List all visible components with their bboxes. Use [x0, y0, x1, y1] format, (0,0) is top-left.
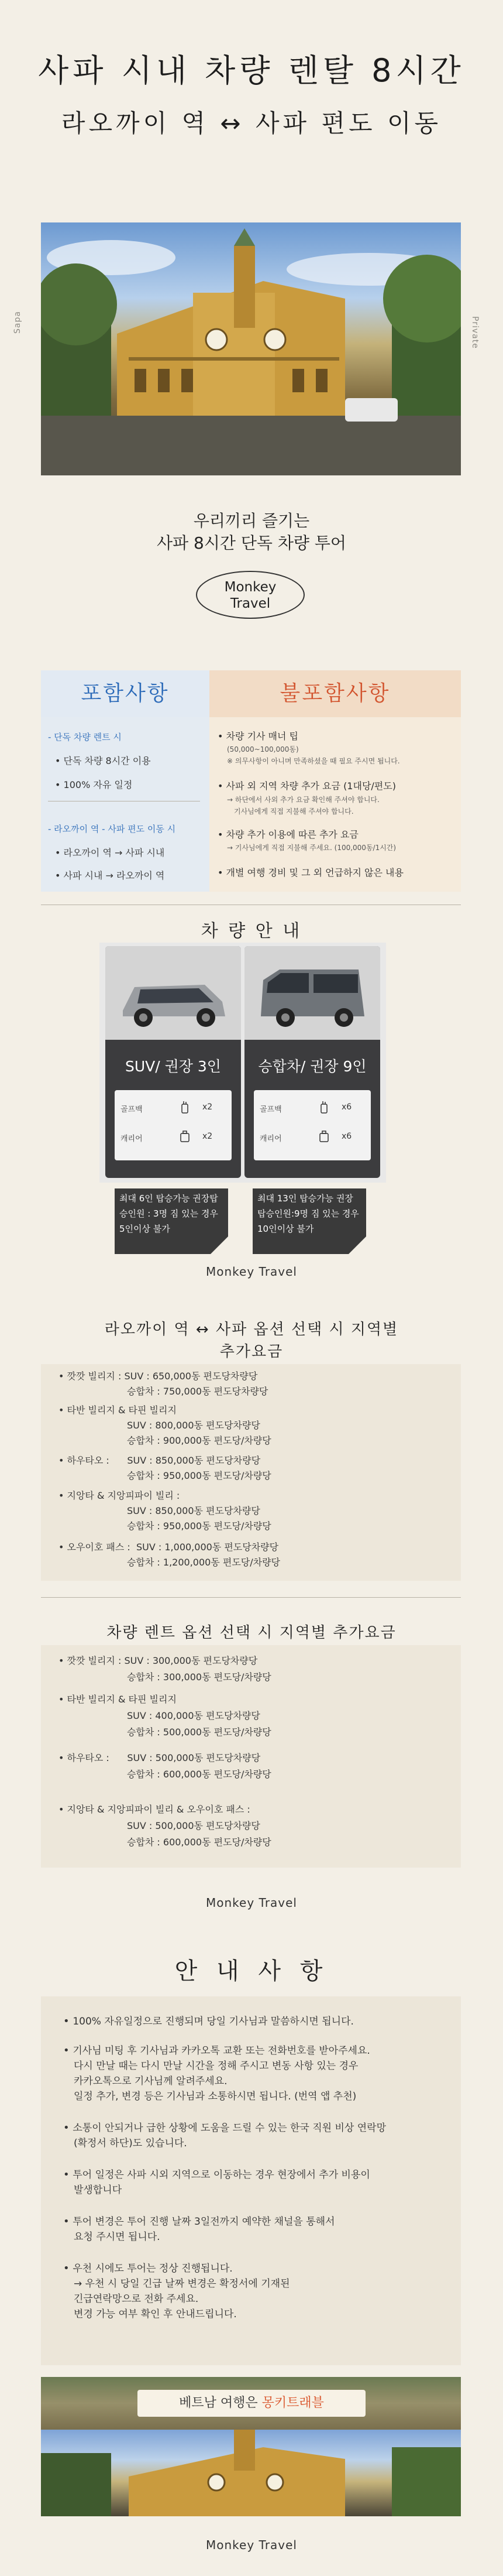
- fee-line: 승합차 : 1,200,000동 편도당/차량당: [58, 1557, 281, 1568]
- excluded-note: → 기사님에게 직접 지불해 주세요. (100,000동/1시간): [227, 844, 397, 852]
- fee-line: • 하우타오 : SUV : 500,000동 편도당차량당: [58, 1752, 261, 1763]
- tagline-line1: 우리끼리 즐기는: [193, 511, 310, 530]
- fee-line: 승합차 : 950,000동 편도당/차량당: [58, 1470, 271, 1481]
- fee-line: 승합차 : 300,000동 편도당/차량당: [58, 1671, 271, 1683]
- guide-item: • 투어 변경은 투어 진행 날짜 3일전까지 예약한 채널을 통해서 요청 주시면 됩니다.: [63, 2215, 335, 2243]
- guide-item: • 우천 시에도 투어는 정상 진행됩니다. → 우천 시 당일 긴급 날짜 변경은 확정서에 기재된 긴급연락망으로 전화 주세요. 변경 가능 여부 확인 후 안내드립니다.: [63, 2262, 290, 2320]
- carrier-label: 캐리어: [260, 1135, 282, 1143]
- excluded-note: 기사님에게 직접 지불해 주셔야 합니다.: [234, 807, 354, 816]
- page-subtitle: 라오까이 역 ↔ 사파 편도 이동: [61, 109, 442, 138]
- guide-item: • 기사님 미팅 후 기사님과 카카오톡 교환 또는 전화번호를 받아주세요. 다시 만날 때는 다시 만날 시간을 정해 주시고 변동 사항 있는 경우 카카오톡으로 기사님께 알려주세요. 일정 추가, 변경 등은 기사님과 소통하시면 됩니다. (번역 앱 추천): [63, 2044, 370, 2102]
- van-options: [254, 1090, 371, 1160]
- hero-image: [41, 222, 461, 475]
- fee-line: SUV : 850,000동 편도당차량당: [58, 1505, 260, 1516]
- fee-line: • 깟깟 빌리지 : SUV : 650,000동 편도당차량당: [58, 1371, 258, 1382]
- golf-bag-label: 골프백: [260, 1105, 282, 1114]
- section-divider: [41, 1597, 461, 1598]
- included-group1-title: - 단독 차량 렌트 시: [48, 732, 122, 742]
- included-item: • 100% 자유 일정: [55, 779, 133, 790]
- included-item: • 단독 차량 8시간 이용: [55, 755, 151, 766]
- fee-line: 승합차 : 600,000동 편도당/차량당: [58, 1769, 271, 1780]
- included-item: • 라오까이 역 → 사파 시내: [55, 847, 165, 858]
- golf-bag-count: x6: [342, 1102, 352, 1112]
- fee-line: SUV : 800,000동 편도당차량당: [58, 1420, 260, 1431]
- rental-fees-title: 차량 렌트 옵션 선택 시 지역별 추가요금: [106, 1624, 397, 1642]
- fee-line: SUV : 500,000동 편도당차량당: [58, 1820, 260, 1831]
- suv-image: [105, 946, 241, 1040]
- brand-text: Monkey Travel: [206, 1896, 297, 1910]
- fee-line: • 깟깟 빌리지 : SUV : 300,000동 편도당차량당: [58, 1655, 258, 1666]
- fee-line: 승합차 : 950,000동 편도당/차량당: [58, 1520, 271, 1532]
- brand-text: Monkey Travel: [206, 1265, 297, 1279]
- van-image: [244, 946, 380, 1040]
- bottom-photo: [41, 2430, 461, 2516]
- guide-item: • 100% 자유일정으로 진행되며 당일 기사님과 말씀하시면 됩니다.: [63, 2015, 354, 2027]
- suitcase-icon: [179, 1130, 191, 1143]
- golf-bag-count: x2: [202, 1102, 213, 1112]
- carrier-count: x2: [202, 1132, 213, 1141]
- excluded-note: (50,000~100,000동): [227, 745, 299, 753]
- van-card-title: 승합차/ 권장 9인: [258, 1058, 367, 1075]
- vehicle-card-van: [244, 946, 380, 1178]
- promo-banner-text: 베트남 여행은 몽키트래블: [137, 2390, 366, 2417]
- included-heading: 포함사항: [41, 670, 209, 717]
- fee-line: 승합차 : 900,000동 편도당/차량당: [58, 1435, 271, 1446]
- oneway-fees-subtitle: 추가요금: [219, 1343, 284, 1361]
- guide-title: 안 내 사 항: [174, 1958, 329, 1985]
- excluded-item: • 사파 외 지역 차량 추가 요금 (1대당/편도): [218, 780, 396, 792]
- excluded-item: • 차량 추가 이용에 따른 추가 요금: [218, 829, 359, 840]
- guide-item: • 투어 일정은 사파 시외 지역으로 이동하는 경우 현장에서 추가 비용이 발생합니다: [63, 2169, 370, 2196]
- fee-line: 승합차 : 500,000동 편도당/차량당: [58, 1727, 271, 1738]
- golf-bag-icon: [179, 1101, 191, 1114]
- fee-line: • 오우이호 패스 : SUV : 1,000,000동 편도당차량당: [58, 1542, 279, 1553]
- excluded-note: → 하단에서 사외 추가 요금 확인해 주셔야 합니다.: [227, 796, 380, 804]
- included-item: • 사파 시내 → 라오까이 역: [55, 870, 165, 881]
- suv-card-title: SUV/ 권장 3인: [125, 1058, 221, 1075]
- fee-line: SUV : 400,000동 편도당차량당: [58, 1710, 260, 1721]
- guide-item: • 소통이 안되거나 급한 상황에 도움을 드릴 수 있는 한국 직원 비상 연락망 (확정서 하단)도 있습니다.: [63, 2122, 387, 2149]
- excluded-note: ※ 의무사항이 아니며 만족하셨을 때 필요 주시면 됩니다.: [227, 757, 400, 765]
- note-fold-corner: [349, 1236, 366, 1254]
- included-group2-title: - 라오까이 역 - 사파 편도 이동 시: [48, 824, 176, 834]
- excluded-heading: 불포함사항: [209, 670, 461, 717]
- side-label-left: Sapa: [13, 311, 22, 334]
- fee-line: 승합차 : 750,000동 편도당차량당: [58, 1386, 268, 1397]
- note-fold-corner: [211, 1236, 228, 1254]
- monkey-travel-logo: [196, 571, 305, 619]
- golf-bag-icon: [318, 1101, 330, 1114]
- excluded-item: • 개별 여행 경비 및 그 외 언급하지 않은 내용: [218, 867, 404, 878]
- vehicle-card-suv: [105, 946, 241, 1178]
- logo-line1: Monkey: [224, 580, 277, 595]
- fee-line: • 타반 빌리지 & 타핀 빌리지: [58, 1405, 177, 1416]
- fee-line: • 지앙타 & 지앙피파이 빌리 & 오우이호 패스 :: [58, 1804, 250, 1815]
- logo-line2: Travel: [230, 596, 271, 611]
- suitcase-icon: [318, 1130, 330, 1143]
- side-label-right: Private: [470, 316, 480, 349]
- carrier-label: 캐리어: [120, 1135, 143, 1143]
- carrier-count: x6: [342, 1132, 352, 1141]
- tagline-line2: 사파 8시간 단독 차량 투어: [157, 533, 346, 553]
- footer-brand: Monkey Travel: [206, 2538, 297, 2552]
- vehicle-section-title: 차 량 안 내: [201, 921, 302, 941]
- suv-capacity-note: 최대 6인 탑승가능 권장탑승인원 : 3명 짐 있는 경우 5인이상 불가: [115, 1188, 228, 1254]
- fee-line: • 지앙타 & 지앙피파이 빌리 :: [58, 1490, 180, 1501]
- golf-bag-label: 골프백: [120, 1105, 143, 1114]
- suv-options: [115, 1090, 232, 1160]
- oneway-fees-title: 라오까이 역 ↔ 사파 옵션 선택 시 지역별: [104, 1321, 399, 1338]
- fee-line: 승합차 : 600,000동 편도당/차량당: [58, 1837, 271, 1848]
- page-title: 사파 시내 차량 렌탈 8시간: [38, 52, 465, 89]
- fee-line: • 하우타오 : SUV : 850,000동 편도당차량당: [58, 1455, 261, 1466]
- van-capacity-note: 최대 13인 탑승가능 권장탑승인원:9명 짐 있는 경우 10인이상 불가: [253, 1188, 366, 1254]
- excluded-item: • 차량 기사 매너 팁: [218, 731, 298, 742]
- fee-line: • 타반 빌리지 & 타핀 빌리지: [58, 1694, 177, 1705]
